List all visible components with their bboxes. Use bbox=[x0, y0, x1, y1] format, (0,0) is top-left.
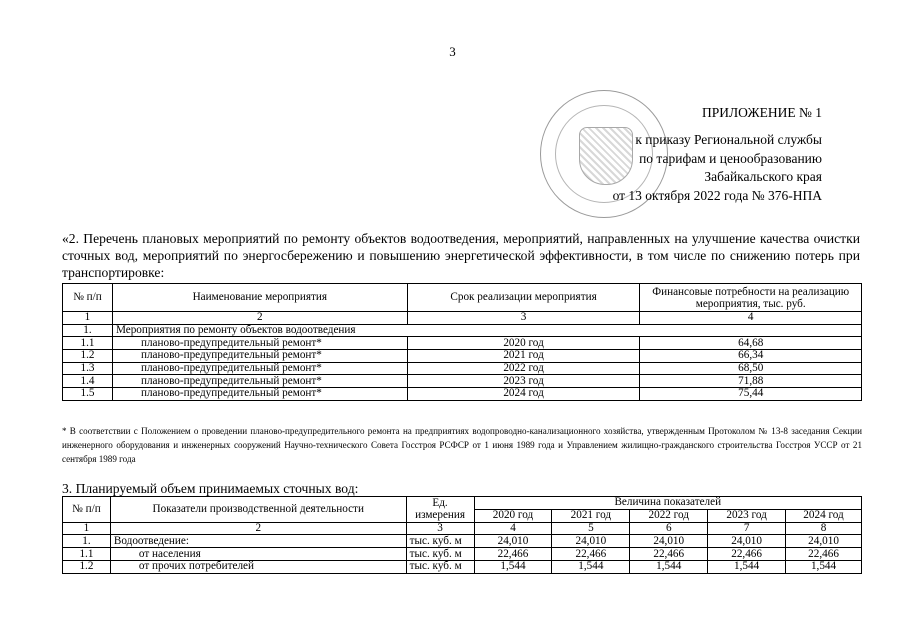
value-cell: 22,466 bbox=[708, 548, 786, 561]
column-number: 3 bbox=[407, 312, 640, 325]
value-cell: 24,010 bbox=[630, 535, 708, 548]
table-row bbox=[63, 337, 862, 350]
measure-name: планово-предупредительный ремонт* bbox=[112, 362, 407, 375]
measure-name: планово-предупредительный ремонт* bbox=[112, 337, 407, 350]
row-number: 1.1 bbox=[63, 337, 113, 350]
value-cell: 24,010 bbox=[474, 535, 552, 548]
appendix-details bbox=[600, 131, 822, 205]
value-cell: 24,010 bbox=[786, 535, 862, 548]
column-header: № п/п bbox=[63, 284, 113, 312]
row-number: 1.5 bbox=[63, 388, 113, 401]
value-cell: 1,544 bbox=[630, 560, 708, 573]
appendix-line: к приказу Региональной службы bbox=[635, 132, 822, 147]
measure-amount: 75,44 bbox=[640, 388, 862, 401]
column-number: 3 bbox=[406, 522, 474, 535]
column-number: 6 bbox=[630, 522, 708, 535]
column-number: 4 bbox=[474, 522, 552, 535]
appendix-line: Забайкальского края bbox=[704, 169, 822, 184]
value-cell: 1,544 bbox=[474, 560, 552, 573]
value-cell: 1,544 bbox=[786, 560, 862, 573]
year-header: 2024 год bbox=[786, 509, 862, 522]
year-header: 2023 год bbox=[708, 509, 786, 522]
measure-name: планово-предупредительный ремонт* bbox=[112, 350, 407, 363]
column-number: 5 bbox=[552, 522, 630, 535]
measure-amount: 66,34 bbox=[640, 350, 862, 363]
table-row bbox=[63, 548, 862, 561]
column-number: 2 bbox=[112, 312, 407, 325]
measure-term: 2022 год bbox=[407, 362, 640, 375]
measure-amount: 68,50 bbox=[640, 362, 862, 375]
column-header: Ед. измерения bbox=[406, 497, 474, 523]
table-row bbox=[63, 535, 862, 548]
table-header-row bbox=[63, 497, 862, 510]
section-3-title: 3. Планируемый объем принимаемых сточных вод: bbox=[62, 481, 359, 496]
measure-term: 2024 год bbox=[407, 388, 640, 401]
row-number: 1.2 bbox=[63, 560, 111, 573]
measure-term: 2021 год bbox=[407, 350, 640, 363]
appendix-line: от 13 октября 2022 года № 376-НПА bbox=[612, 187, 822, 203]
indicator-name: от прочих потребителей bbox=[110, 560, 406, 573]
unit: тыс. куб. м bbox=[406, 535, 474, 548]
value-cell: 1,544 bbox=[552, 560, 630, 573]
table-row bbox=[63, 560, 862, 573]
value-cell: 1,544 bbox=[708, 560, 786, 573]
row-number: 1. bbox=[63, 535, 111, 548]
value-cell: 22,466 bbox=[552, 548, 630, 561]
year-header: 2022 год bbox=[630, 509, 708, 522]
column-header: Срок реализации мероприятия bbox=[407, 284, 640, 312]
column-number: 1 bbox=[63, 522, 111, 535]
measure-name: планово-предупредительный ремонт* bbox=[112, 375, 407, 388]
row-number: 1.1 bbox=[63, 548, 111, 561]
table-row bbox=[63, 388, 862, 401]
table-row bbox=[63, 362, 862, 375]
value-cell: 22,466 bbox=[786, 548, 862, 561]
row-number: 1.2 bbox=[63, 350, 113, 363]
measure-name: планово-предупредительный ремонт* bbox=[112, 388, 407, 401]
column-header: № п/п bbox=[63, 497, 111, 523]
column-number: 8 bbox=[786, 522, 862, 535]
value-cell: 24,010 bbox=[552, 535, 630, 548]
column-number: 1 bbox=[63, 312, 113, 325]
year-header: 2021 год bbox=[552, 509, 630, 522]
page-number: 3 bbox=[449, 44, 456, 59]
group-title: Мероприятия по ремонту объектов водоотведения bbox=[112, 324, 861, 337]
unit: тыс. куб. м bbox=[406, 548, 474, 561]
wastewater-volume-table bbox=[62, 496, 862, 574]
column-header: Показатели производственной деятельности bbox=[110, 497, 406, 523]
table-group-row bbox=[63, 324, 862, 337]
column-header: Финансовые потребности на реализацию мероприятия, тыс. руб. bbox=[640, 284, 862, 312]
column-number: 7 bbox=[708, 522, 786, 535]
row-number: 1. bbox=[63, 324, 113, 337]
column-number-row bbox=[63, 312, 862, 325]
value-cell: 22,466 bbox=[630, 548, 708, 561]
measure-amount: 71,88 bbox=[640, 375, 862, 388]
footnote: * В соответствии с Положением о проведении планово-предупредительного ремонта на предприятиях водопроводно-канализационного хозяйства, утвержденным Протоколом № 13-8 заседания Секции инженерного оборудования и инженерных сооружений Научно-технического Совета Госстроя РСФСР от 1 июня 1989 года и Управлением жилищно-гражданского строительства Госстроя УССР от 21 сентября 1989 года bbox=[62, 426, 862, 464]
table-header-row bbox=[63, 284, 862, 312]
indicator-name: от населения bbox=[110, 548, 406, 561]
appendix-title: ПРИЛОЖЕНИЕ № 1 bbox=[701, 105, 822, 120]
table-row bbox=[63, 375, 862, 388]
column-number-row bbox=[63, 522, 862, 535]
unit: тыс. куб. м bbox=[406, 560, 474, 573]
table-row bbox=[63, 350, 862, 363]
value-cell: 24,010 bbox=[708, 535, 786, 548]
row-number: 1.3 bbox=[63, 362, 113, 375]
section-2-intro: «2. Перечень плановых мероприятий по ремонту объектов водоотведения, мероприятий, направленных на улучшение качества очистки сточных вод, мероприятий по энергосбережению и повышению энергетической эффективности, в том числе по снижению потерь при транспортировке: bbox=[62, 231, 860, 280]
measure-term: 2023 год bbox=[407, 375, 640, 388]
measure-amount: 64,68 bbox=[640, 337, 862, 350]
row-number: 1.4 bbox=[63, 375, 113, 388]
indicator-name: Водоотведение: bbox=[110, 535, 406, 548]
appendix-line: по тарифам и ценообразованию bbox=[639, 150, 822, 166]
column-number: 4 bbox=[640, 312, 862, 325]
value-cell: 22,466 bbox=[474, 548, 552, 561]
year-header: 2020 год bbox=[474, 509, 552, 522]
column-number: 2 bbox=[110, 522, 406, 535]
repair-measures-table bbox=[62, 283, 862, 401]
column-header: Наименование мероприятия bbox=[112, 284, 407, 312]
column-header: Величина показателей bbox=[474, 497, 861, 510]
measure-term: 2020 год bbox=[407, 337, 640, 350]
